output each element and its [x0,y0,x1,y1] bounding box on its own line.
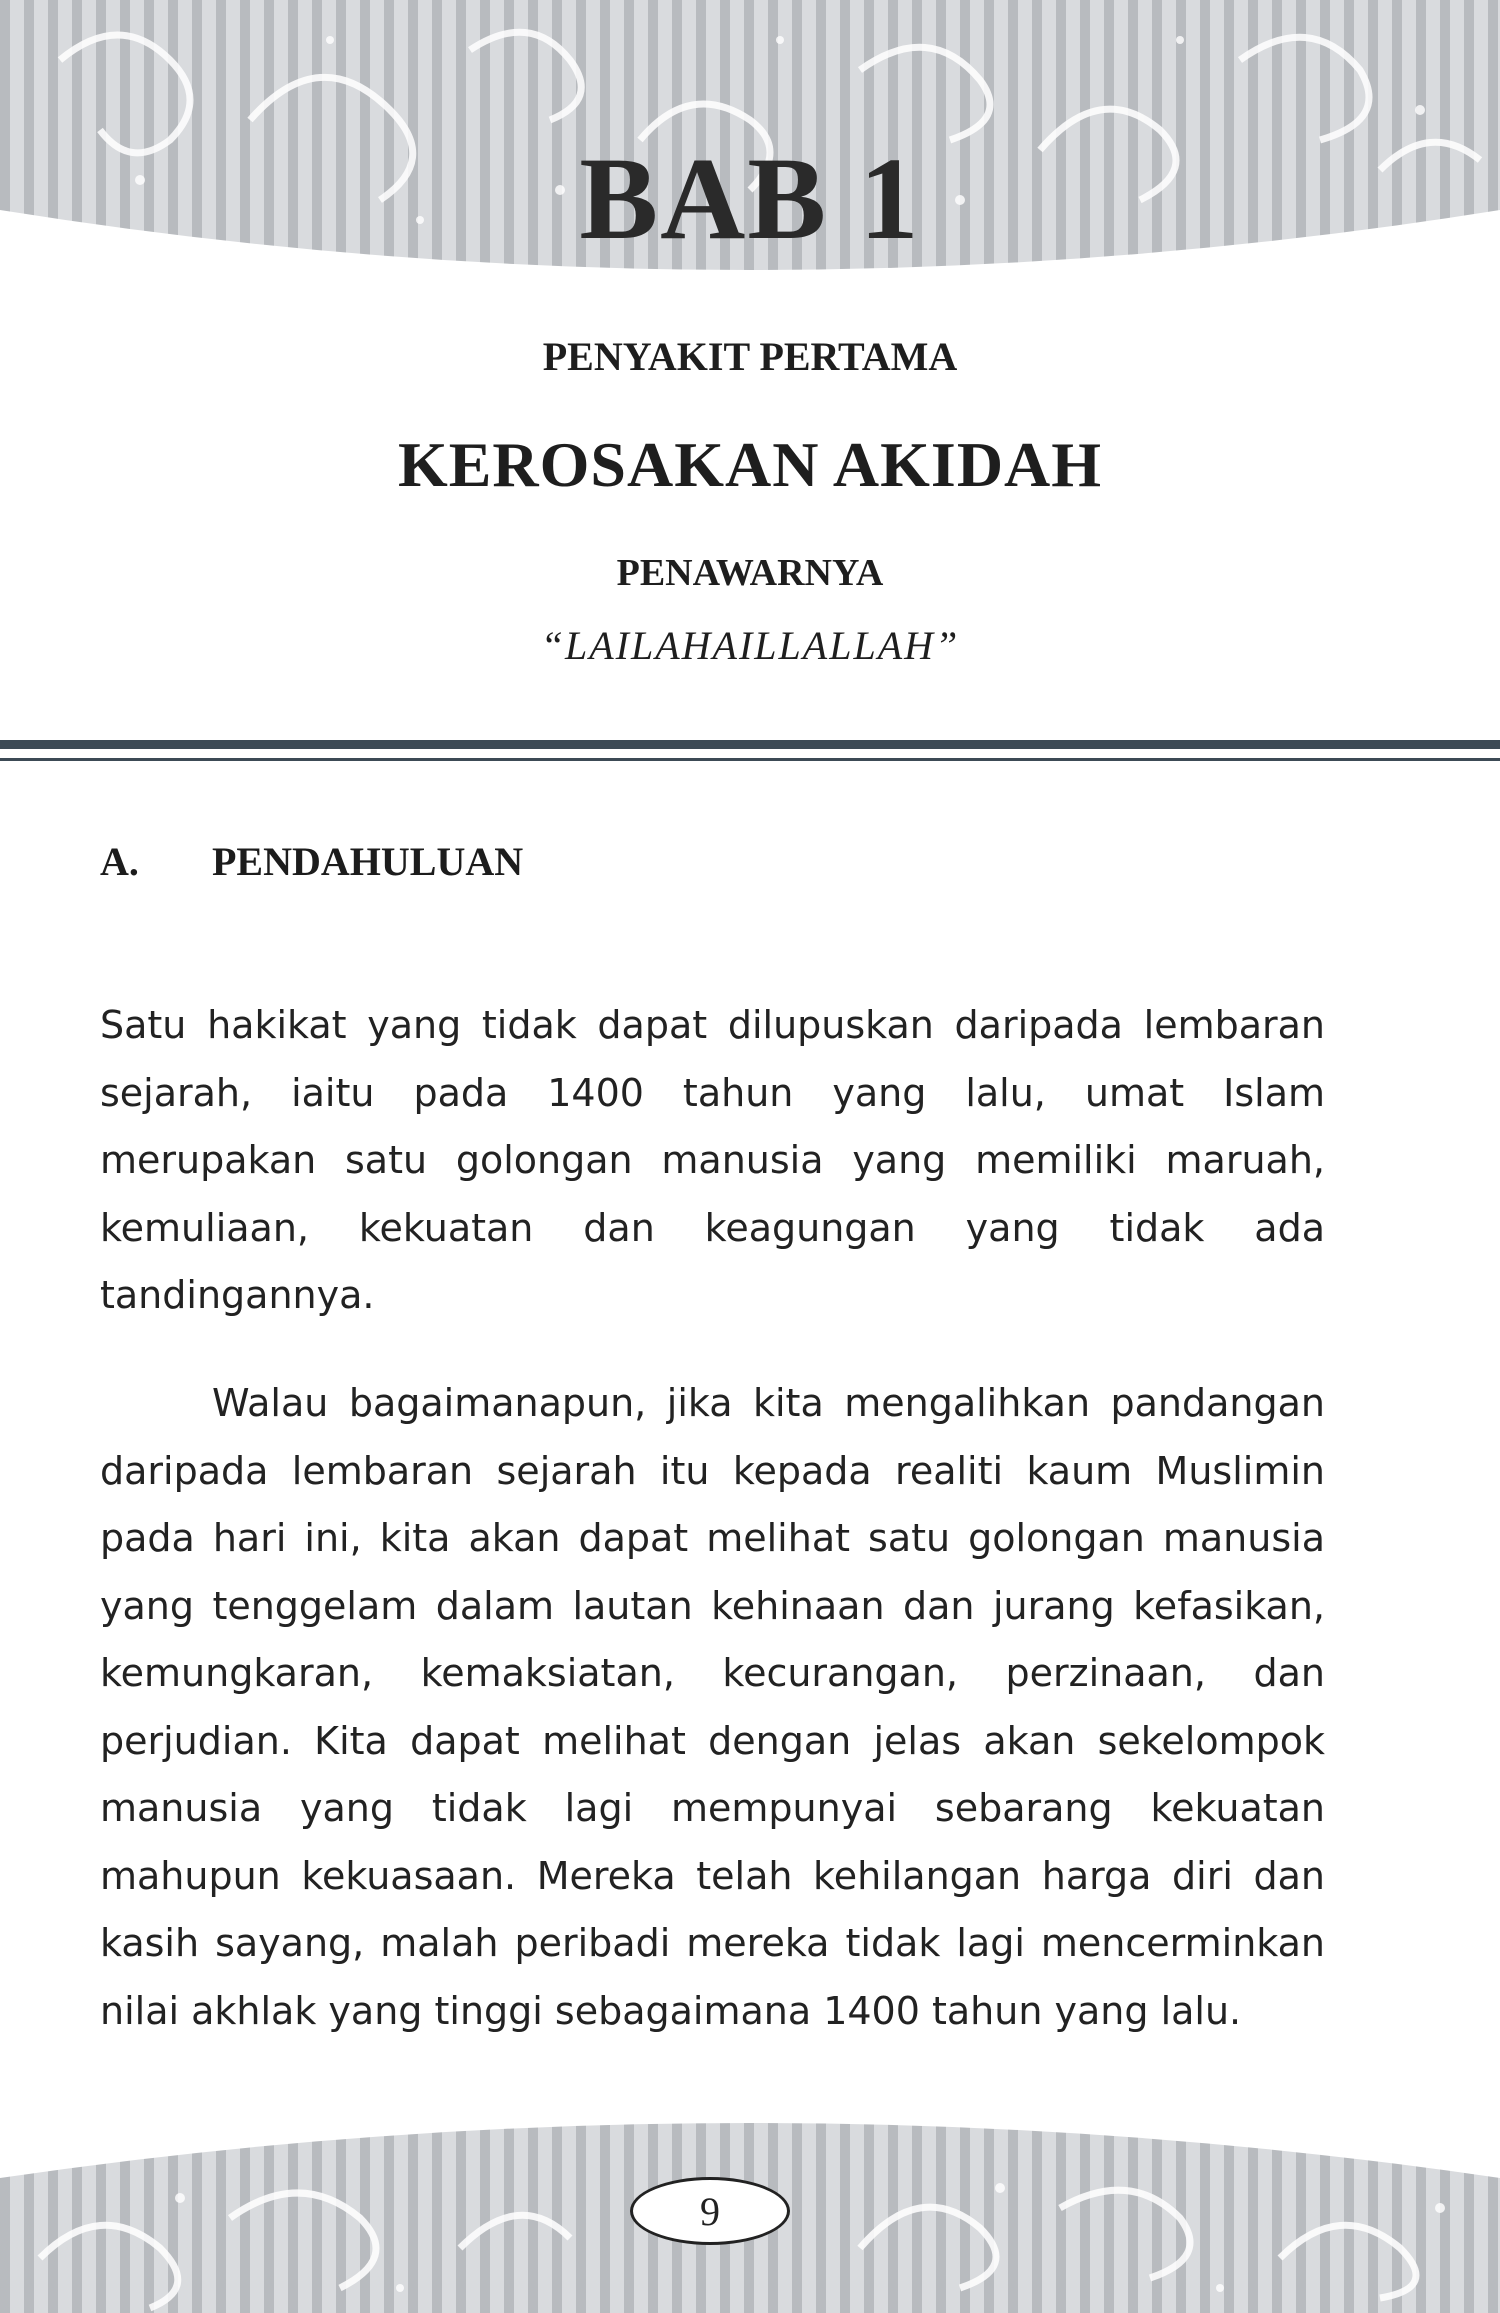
paragraph: Walau bagaimanapun, jika kita mengalihkan pandangan daripada lembaran sejarah itu kepada realiti kaum Muslimin pada hari ini, kita akan dapat melihat satu golongan manusia yang tenggelam dalam lautan kehinaan dan jurang kefasikan, kemungkaran, kemaksiatan, kecurangan, perzinaan, dan perjudian. Kita dapat melihat dengan jelas akan sekelompok manusia yang tidak lagi mempunyai sebarang kekuatan mahupun kekuasaan. Mereka telah kehilangan harga diri dan kasih sayang, malah peribadi mereka tidak lagi mencerminkan nilai akhlak yang tinggi sebagaimana 1400 tahun yang lalu. [100,1381,1325,2033]
section-title: PENDAHULUAN [212,839,524,884]
divider-thin [0,758,1500,761]
disease-heading: PENYAKIT PERTAMA [542,334,958,379]
chapter-label: BAB 1 [579,133,921,264]
divider-thick [0,740,1500,749]
section-heading [100,838,523,885]
page-number [630,2177,790,2245]
remedy-label: PENAWARNYA [616,552,884,594]
remedy-text: “LAILAHAILLALLAH” [540,623,960,668]
chapter-title: KEROSAKAN AKIDAH [397,429,1103,500]
paragraph: Satu hakikat yang tidak dapat dilupuskan daripada lembaran sejarah, iaitu pada 1400 tahun yang lalu, umat Islam merupakan satu golongan manusia yang memiliki maruah, kemuliaan, kekuatan dan keagungan yang tidak ada tandingannya. [100,1003,1325,1317]
section-number: A. [100,839,139,884]
page-number-text: 9 [700,2188,720,2234]
